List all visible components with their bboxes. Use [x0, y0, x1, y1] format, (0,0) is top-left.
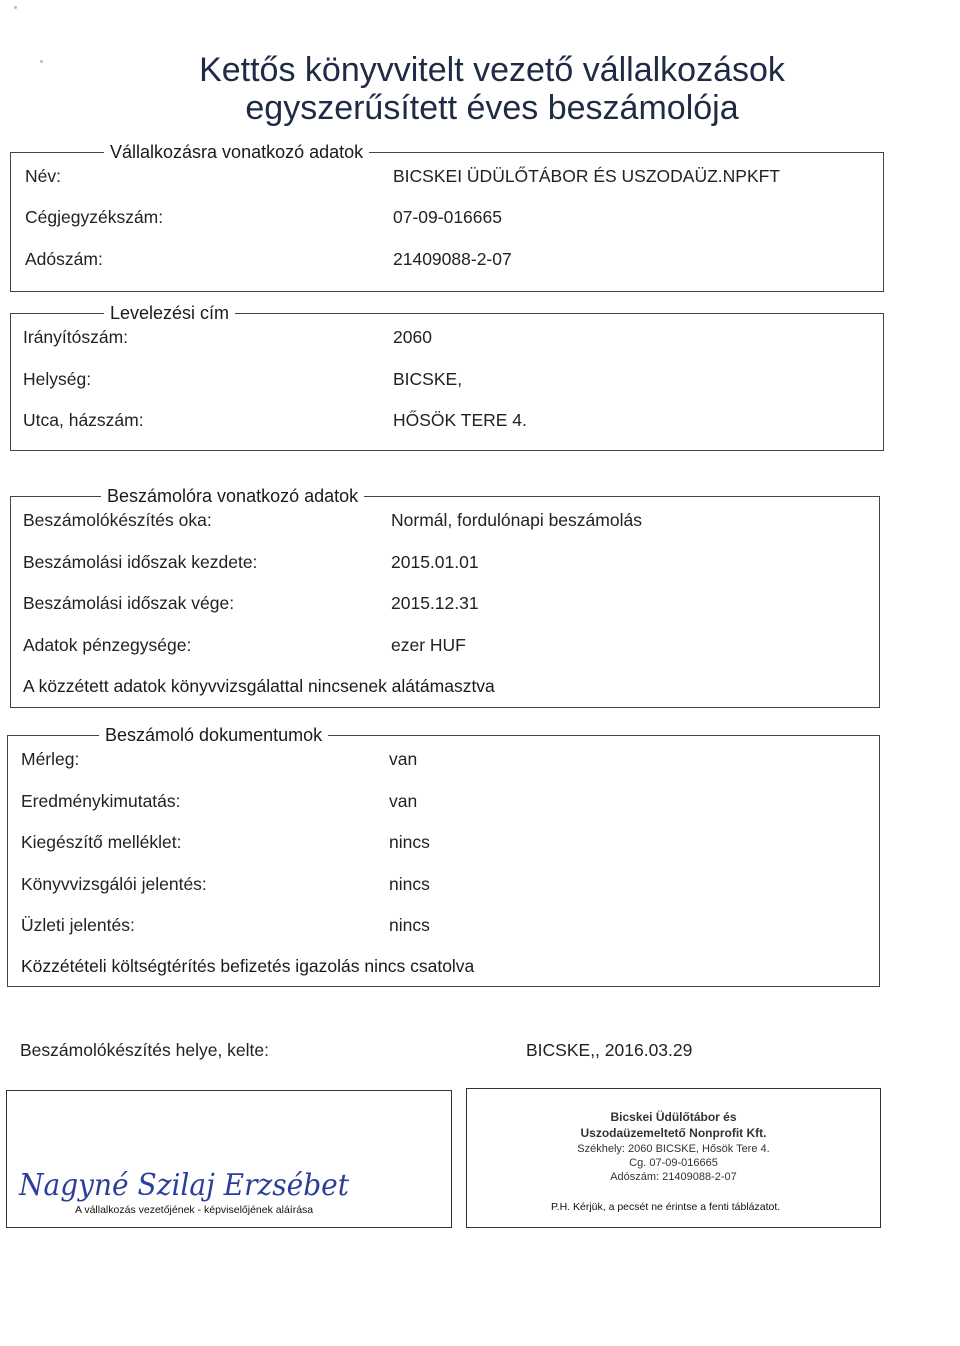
stamp-line-1: Bicskei Üdülőtábor és	[610, 1110, 737, 1124]
reason-value: Normál, fordulónapi beszámolás	[391, 510, 642, 530]
balance-value: van	[389, 749, 418, 769]
appendix-label: Kiegészítő melléklet:	[21, 832, 182, 852]
stamp-caption: P.H. Kérjük, a pecsét ne érintse a fenti táblázatot.	[551, 1201, 781, 1213]
place-date-value: BICSKE,, 2016.03.29	[526, 1040, 693, 1060]
page-title: Kettős könyvvitelt vezető vállalkozások	[199, 51, 785, 89]
period-end-value: 2015.12.31	[391, 593, 479, 613]
period-start-label: Beszámolási időszak kezdete:	[23, 552, 258, 572]
currency-label: Adatok pénzegysége:	[23, 635, 192, 655]
documents-legend: Beszámoló dokumentumok	[99, 725, 328, 745]
place-date-label: Beszámolókészítés helye, kelte:	[20, 1040, 270, 1060]
tax-label: Adószám:	[25, 249, 103, 269]
signature-script: Nagyné Szilaj Erzsébet	[18, 1168, 350, 1203]
handwritten-signature	[17, 1163, 357, 1207]
stamp-line-5: Adószám: 21409088-2-07	[610, 1171, 737, 1183]
currency-value: ezer HUF	[391, 635, 466, 655]
business-report-value: nincs	[389, 915, 430, 935]
auditor-report-label: Könyvvizsgálói jelentés:	[21, 874, 207, 894]
stamp-line-3: Székhely: 2060 BICSKE, Hősök Tere 4.	[577, 1143, 770, 1155]
period-end-label: Beszámolási időszak vége:	[23, 593, 235, 613]
city-label: Helység:	[23, 369, 92, 389]
income-value: van	[389, 791, 418, 811]
stamp-line-2: Uszodaüzemeltető Nonprofit Kft.	[580, 1126, 767, 1140]
income-label: Eredménykimutatás:	[21, 791, 181, 811]
signature-caption: A vállalkozás vezetőjének - képviselőjének aláírása	[75, 1204, 314, 1216]
reason-label: Beszámolókészítés oka:	[23, 510, 212, 530]
report-legend: Beszámolóra vonatkozó adatok	[101, 486, 364, 506]
regno-label: Cégjegyzékszám:	[25, 207, 164, 227]
balance-label: Mérleg:	[21, 749, 80, 769]
city-value: BICSKE,	[393, 369, 463, 389]
street-value: HŐSÖK TERE 4.	[393, 410, 527, 430]
fee-note: Közzétételi költségtérítés befizetés igazolás nincs csatolva	[21, 956, 475, 976]
regno-value: 07-09-016665	[393, 207, 502, 227]
appendix-value: nincs	[389, 832, 430, 852]
auditor-report-value: nincs	[389, 874, 430, 894]
address-legend: Levelezési cím	[104, 303, 235, 323]
zip-label: Irányítószám:	[23, 327, 129, 347]
company-legend: Vállalkozásra vonatkozó adatok	[104, 142, 369, 162]
name-label: Név:	[25, 166, 61, 186]
page-subtitle: egyszerűsített éves beszámolója	[245, 89, 739, 127]
name-value: BICSKEI ÜDÜLŐTÁBOR ÉS USZODAÜZ.NPKFT	[393, 166, 780, 186]
period-start-value: 2015.01.01	[391, 552, 479, 572]
tax-value: 21409088-2-07	[393, 249, 512, 269]
audit-note: A közzétett adatok könyvvizsgálattal nincsenek alátámasztva	[23, 676, 495, 696]
scan-speck	[14, 6, 17, 9]
street-label: Utca, házszám:	[23, 410, 144, 430]
stamp-line-4: Cg. 07-09-016665	[629, 1157, 718, 1169]
business-report-label: Üzleti jelentés:	[21, 915, 135, 935]
stamp-box	[466, 1088, 881, 1228]
documents-section	[7, 735, 880, 987]
signature-box	[6, 1090, 452, 1228]
zip-value: 2060	[393, 327, 432, 347]
